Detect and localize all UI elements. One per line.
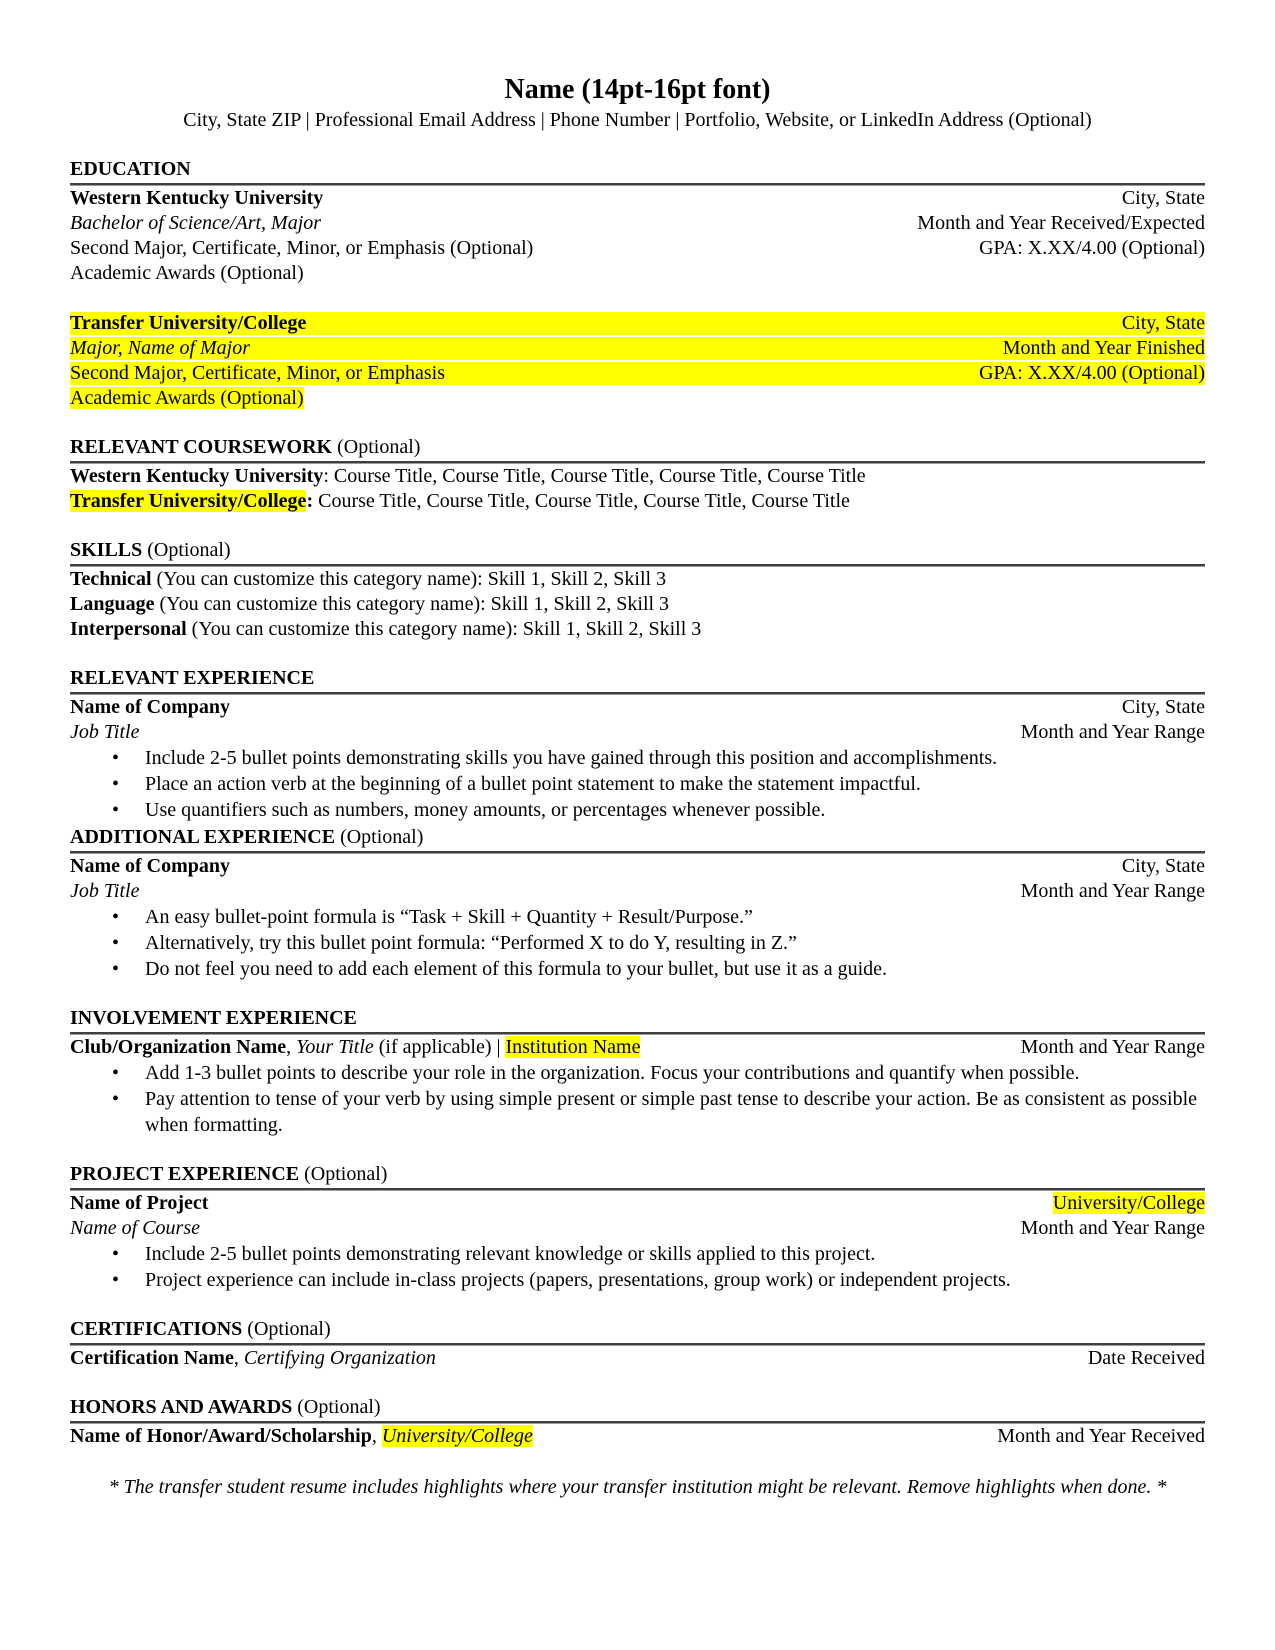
company-name: Name of Company: [70, 696, 230, 718]
bullet-text: Project experience can include in-class projects (papers, presentations, group work) or independent projects.: [145, 1269, 1011, 1291]
heading-text: SKILLS: [70, 539, 143, 561]
separator: ,: [371, 1425, 382, 1447]
contact-line: City, State ZIP | Professional Email Address | Phone Number | Portfolio, Website, or LinkedIn Address (Optional): [183, 109, 1092, 131]
colon: :: [306, 490, 314, 512]
applicable-note: (if applicable) |: [373, 1036, 506, 1058]
skill-list: (You can customize this category name): Skill 1, Skill 2, Skill 3: [154, 593, 670, 615]
company-line: [70, 695, 1205, 720]
optional-label: (Optional): [335, 826, 424, 848]
honor-name: Name of Honor/Award/Scholarship: [70, 1425, 372, 1447]
organization-line: [70, 1035, 1205, 1060]
relevant-experience-heading: RELEVANT EXPERIENCE: [70, 667, 315, 689]
date-range: Month and Year Range: [1020, 721, 1205, 743]
optional-label: (Optional): [292, 1396, 381, 1418]
institution-name: Transfer University/College: [70, 490, 307, 512]
skill-row-language: [70, 592, 1205, 617]
heading-text: ADDITIONAL EXPERIENCE: [70, 826, 336, 848]
heading-text: RELEVANT COURSEWORK: [70, 436, 333, 458]
bullet-item: [70, 930, 1205, 956]
project-experience-heading: [70, 1162, 1205, 1187]
heading-text: CERTIFICATIONS: [70, 1318, 243, 1340]
skill-list: (You can customize this category name): Skill 1, Skill 2, Skill 3: [151, 568, 667, 590]
institution-name: Western Kentucky University: [70, 187, 324, 209]
education-transfer-line2: [70, 336, 1205, 361]
graduation-date: Month and Year Received/Expected: [917, 212, 1205, 234]
skill-list: (You can customize this category name): Skill 1, Skill 2, Skill 3: [186, 618, 702, 640]
education-wku-line2: [70, 211, 1205, 236]
coursework-transfer-line: [70, 489, 1205, 514]
company-location: City, State: [1121, 696, 1205, 718]
gpa: GPA: X.XX/4.00 (Optional): [979, 362, 1205, 384]
additional-experience-heading: [70, 825, 1205, 850]
institution-location: City, State: [1121, 187, 1205, 209]
bullet-icon: •: [112, 1269, 120, 1291]
coursework-wku-line: [70, 464, 1205, 489]
coursework-heading: [70, 435, 1205, 460]
date-range: Month and Year Range: [1020, 880, 1205, 902]
bullet-icon: •: [112, 1088, 120, 1110]
education-heading: EDUCATION: [70, 158, 191, 180]
bullet-item: [70, 1086, 1205, 1138]
education-wku-line4: [70, 261, 1205, 286]
course-name: Name of Course: [70, 1217, 200, 1239]
education-transfer-line3: [70, 361, 1205, 386]
second-major: Second Major, Certificate, Minor, or Emphasis: [70, 362, 445, 384]
bullet-text: Do not feel you need to add each element of this formula to your bullet, but use it as a guide.: [145, 958, 888, 980]
section-certifications: [70, 1317, 1205, 1371]
certifications-heading: [70, 1317, 1205, 1342]
date-received: Date Received: [1087, 1347, 1205, 1369]
bullet-icon: •: [112, 958, 120, 980]
course-line: [70, 1216, 1205, 1241]
date-received: Month and Year Received: [997, 1425, 1205, 1447]
bullet-item: [70, 1241, 1205, 1267]
bullet-item: [70, 771, 1205, 797]
optional-label: (Optional): [332, 436, 421, 458]
skills-heading: [70, 538, 1205, 563]
project-name: Name of Project: [70, 1192, 209, 1214]
bullet-text: Add 1-3 bullet points to describe your role in the organization. Focus your contributions and quantify when possible.: [145, 1062, 1080, 1084]
education-transfer-line1: [70, 311, 1205, 336]
date-range: Month and Year Range: [1020, 1217, 1205, 1239]
bullet-icon: •: [112, 932, 120, 954]
bullet-text: Include 2-5 bullet points demonstrating relevant knowledge or skills applied to this project.: [145, 1243, 876, 1265]
section-coursework: [70, 435, 1205, 514]
job-title: Job Title: [70, 880, 140, 902]
institution-name: University/College: [1052, 1192, 1205, 1214]
company-line: [70, 854, 1205, 879]
institution-name: Western Kentucky University: [70, 465, 324, 487]
section-involvement-experience: [70, 1006, 1205, 1138]
bullet-icon: •: [112, 1243, 120, 1265]
honor-line: [70, 1424, 1205, 1449]
section-honors-awards: [70, 1395, 1205, 1449]
bullet-text: Include 2-5 bullet points demonstrating skills you have gained through this position and accomplishments.: [145, 747, 998, 769]
honors-awards-heading: [70, 1395, 1205, 1420]
section-additional-experience: [70, 825, 1205, 982]
involvement-experience-heading: INVOLVEMENT EXPERIENCE: [70, 1007, 357, 1029]
bullet-text: An easy bullet-point formula is “Task + Skill + Quantity + Result/Purpose.”: [145, 906, 753, 928]
bullet-item: [70, 745, 1205, 771]
degree: Bachelor of Science/Art, Major: [70, 212, 322, 234]
bullet-item: [70, 904, 1205, 930]
education-transfer-line4: [70, 386, 1205, 411]
bullet-text: Place an action verb at the beginning of a bullet point statement to make the statement impactful.: [145, 773, 921, 795]
institution-location: City, State: [1121, 312, 1205, 334]
skill-row-technical: [70, 567, 1205, 592]
institution-name: Transfer University/College: [70, 312, 307, 334]
bullet-icon: •: [112, 1062, 120, 1084]
degree: Major, Name of Major: [70, 337, 250, 359]
education-wku-line1: [70, 186, 1205, 211]
organization-name: Club/Organization Name: [70, 1036, 287, 1058]
section-relevant-experience: [70, 666, 1205, 823]
bullet-icon: •: [112, 747, 120, 769]
transfer-highlight-footnote: * The transfer student resume includes highlights where your transfer institution might be relevant. Remove highlights when done. *: [108, 1476, 1167, 1498]
institution-name: University/College: [381, 1425, 533, 1447]
optional-label: (Optional): [142, 539, 231, 561]
skill-category: Language: [70, 593, 155, 615]
certification-line: [70, 1346, 1205, 1371]
page-title: Name (14pt-16pt font): [504, 74, 771, 105]
bullet-icon: •: [112, 773, 120, 795]
separator: ,: [233, 1347, 244, 1369]
section-education: [70, 157, 1205, 411]
skill-category: Technical: [70, 568, 152, 590]
optional-label: (Optional): [299, 1163, 388, 1185]
bullet-text: Use quantifiers such as numbers, money amounts, or percentages whenever possible.: [145, 799, 826, 821]
course-list: Course Title, Course Title, Course Title, Course Title, Course Title: [313, 490, 850, 512]
company-location: City, State: [1121, 855, 1205, 877]
bullet-item: [70, 797, 1205, 823]
optional-label: (Optional): [242, 1318, 331, 1340]
course-list: : Course Title, Course Title, Course Title, Course Title, Course Title: [323, 465, 866, 487]
graduation-date: Month and Year Finished: [1002, 337, 1205, 359]
bullet-item: [70, 1267, 1205, 1293]
second-major: Second Major, Certificate, Minor, or Emphasis (Optional): [70, 237, 534, 259]
job-title-line: [70, 879, 1205, 904]
academic-awards: Academic Awards (Optional): [70, 262, 304, 284]
member-title: Your Title: [296, 1036, 374, 1058]
bullet-icon: •: [112, 906, 120, 928]
bullet-text: Pay attention to tense of your verb by using simple present or simple past tense to describe your action. Be as consistent as possible when formatting.: [145, 1088, 1198, 1136]
gpa: GPA: X.XX/4.00 (Optional): [979, 237, 1205, 259]
skill-row-interpersonal: [70, 617, 1205, 642]
institution-name: Institution Name: [505, 1036, 641, 1058]
bullet-item: [70, 1060, 1205, 1086]
certification-name: Certification Name: [70, 1347, 234, 1369]
education-transfer-block: [70, 311, 1205, 411]
section-skills: [70, 538, 1205, 642]
bullet-item: [70, 956, 1205, 982]
bullet-icon: •: [112, 799, 120, 821]
date-range: Month and Year Range: [1020, 1036, 1205, 1058]
bullet-text: Alternatively, try this bullet point formula: “Performed X to do Y, resulting in Z.”: [145, 932, 797, 954]
heading-text: PROJECT EXPERIENCE: [70, 1163, 300, 1185]
separator: ,: [286, 1036, 297, 1058]
certifying-organization: Certifying Organization: [243, 1347, 436, 1369]
company-name: Name of Company: [70, 855, 230, 877]
job-title-line: [70, 720, 1205, 745]
heading-text: HONORS AND AWARDS: [70, 1396, 293, 1418]
academic-awards: Academic Awards (Optional): [70, 387, 304, 409]
skill-category: Interpersonal: [70, 618, 187, 640]
education-wku-line3: [70, 236, 1205, 261]
job-title: Job Title: [70, 721, 140, 743]
section-project-experience: [70, 1162, 1205, 1293]
project-line: [70, 1191, 1205, 1216]
